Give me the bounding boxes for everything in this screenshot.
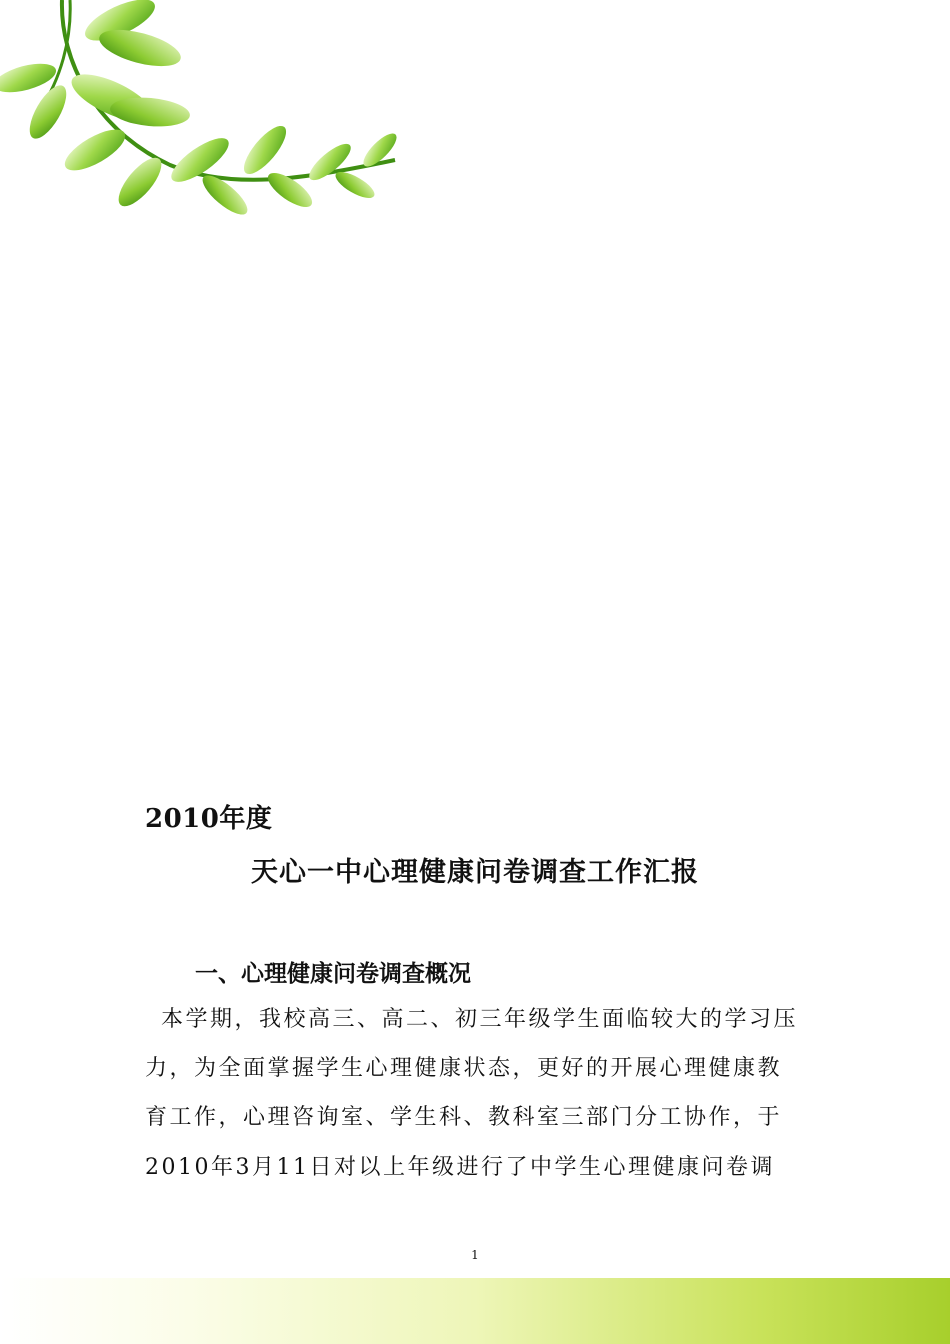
body-paragraph-line: 本学期，我校高三、高二、初三年级学生面临较大的学习压 xyxy=(161,1007,799,1032)
footer-gradient-band xyxy=(0,1278,950,1344)
body-paragraph-line: 力，为全面掌握学生心理健康状态，更好的开展心理健康教 xyxy=(145,1056,783,1081)
leaf-branch-icon xyxy=(0,0,420,220)
section-heading-1: 一、心理健康问卷调查概况 xyxy=(195,961,471,987)
year-heading: 2010年度 xyxy=(145,804,273,834)
page-number: 1 xyxy=(471,1248,479,1262)
document-title: 天心一中心理健康问卷调查工作汇报 xyxy=(251,857,699,888)
body-paragraph-line: 育工作，心理咨询室、学生科、教科室三部门分工协作，于 xyxy=(145,1105,783,1130)
body-paragraph-line: 2010年3月11日对以上年级进行了中学生心理健康问卷调 xyxy=(145,1155,775,1180)
